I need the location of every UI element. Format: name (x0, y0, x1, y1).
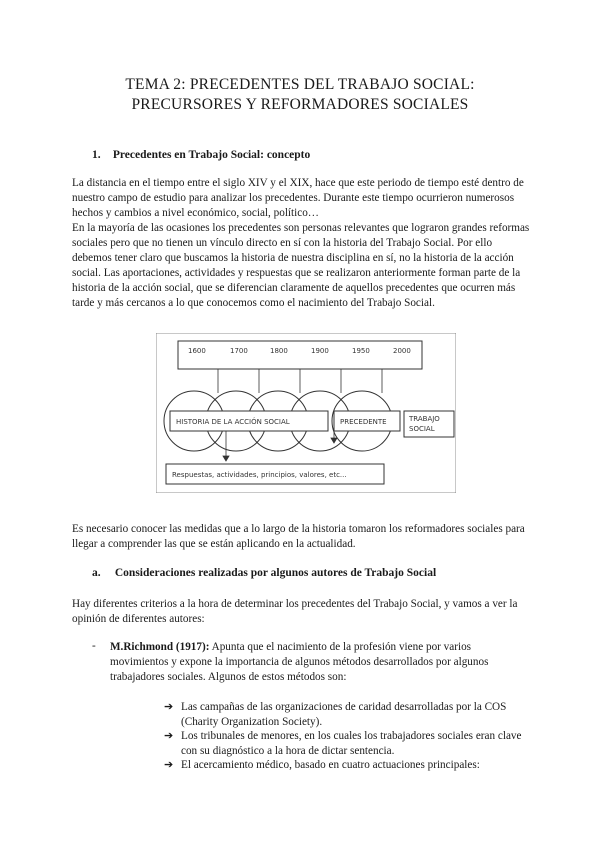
richmond-bullet (110, 640, 520, 685)
richmond-text: Apunta que el nacimiento de la profesión viene por varios movimientos y expone la importancia de algunos métodos desarrollados por algunos trabajadores sociales. Algunos de estos métodos son: (110, 641, 489, 683)
section-a-heading-text: Consideraciones realizadas por algunos autores de Trabajo Social (114, 567, 437, 579)
precedent-label: PRECEDENTE (340, 418, 387, 426)
diagram-arrows (223, 431, 337, 461)
section-1-number: 1. (92, 149, 101, 161)
section-a-heading (92, 567, 436, 579)
paragraph-2: En la mayoría de las ocasiones los precedentes son personas relevantes que lograron grandes reformas sociales pero que no tienen un vínculo directo en sí con la historia del Trabajo Social. Por ello debemos tener claro que buscamos la historia de nuestra disciplina en sí, no la historia de la acción social. Las aportaciones, actividades y respuestas que se realizaron anteriormente forman parte de la historia de la acción social, que se diferencian claramente de aquellos precedentes que ocurren más tarde y más cercanos a lo que conocemos como el nacimiento del Trabajo Social. (72, 222, 530, 309)
document-title-line-2: PRECURSORES Y REFORMADORES SOCIALES (131, 96, 469, 113)
richmond-name: M.Richmond (1917): (110, 641, 210, 653)
arrow-icon: ➔ (164, 701, 174, 713)
section-a-intro: Hay diferentes criterios a la hora de determinar los precedentes del Trabajo Social, y vamos a ver la opinión de diferentes autores: (72, 598, 518, 625)
method-item-text: Los tribunales de menores, en los cuales los trabajadores sociales eran clave con su diagnóstico a la hora de dictar sentencia. (181, 730, 522, 757)
section-1-heading (92, 149, 310, 161)
section-1-heading-text: Precedentes en Trabajo Social: concepto (112, 149, 311, 161)
years-bar (178, 341, 422, 369)
section-a-number: a. (92, 567, 101, 579)
paragraph-1: La distancia en el tiempo entre el siglo XIV y el XIX, hace que este periodo de tiempo esté dentro de nuestro campo de estudio para analizar los precedentes. Durante este tiempo ocurrieron numerosos hechos y cambios a nivel económico, social, político… (72, 177, 524, 219)
document-title-line-1: TEMA 2: PRECEDENTES DEL TRABAJO SOCIAL: (125, 76, 475, 93)
year-label-2: 1700 (230, 347, 248, 355)
arrow-icon: ➔ (164, 730, 174, 742)
year-label-5: 1950 (352, 347, 370, 355)
year-ticks (218, 369, 382, 393)
year-label-6: 2000 (393, 347, 411, 355)
method-item-text: El acercamiento médico, basado en cuatro actuaciones principales: (181, 759, 480, 771)
history-label: HISTORIA DE LA ACCIÓN SOCIAL (176, 418, 290, 426)
responses-label: Respuestas, actividades, principios, valores, etc... (172, 471, 347, 479)
bullet-dash: - (92, 640, 96, 652)
social-work-label-2: SOCIAL (409, 425, 435, 433)
year-label-4: 1900 (311, 347, 329, 355)
paragraph-3: Es necesario conocer las medidas que a lo largo de la historia tomaron los reformadores sociales para llegar a comprender las que se están aplicando en la actualidad. (72, 523, 525, 550)
timeline-diagram (156, 333, 456, 493)
year-label-1: 1600 (188, 347, 206, 355)
arrow-icon: ➔ (164, 759, 174, 771)
method-item-text: Las campañas de las organizaciones de caridad desarrolladas por la COS (Charity Organization Society). (181, 701, 507, 728)
social-work-label-1: TRABAJO (409, 415, 440, 423)
year-label-3: 1800 (270, 347, 288, 355)
